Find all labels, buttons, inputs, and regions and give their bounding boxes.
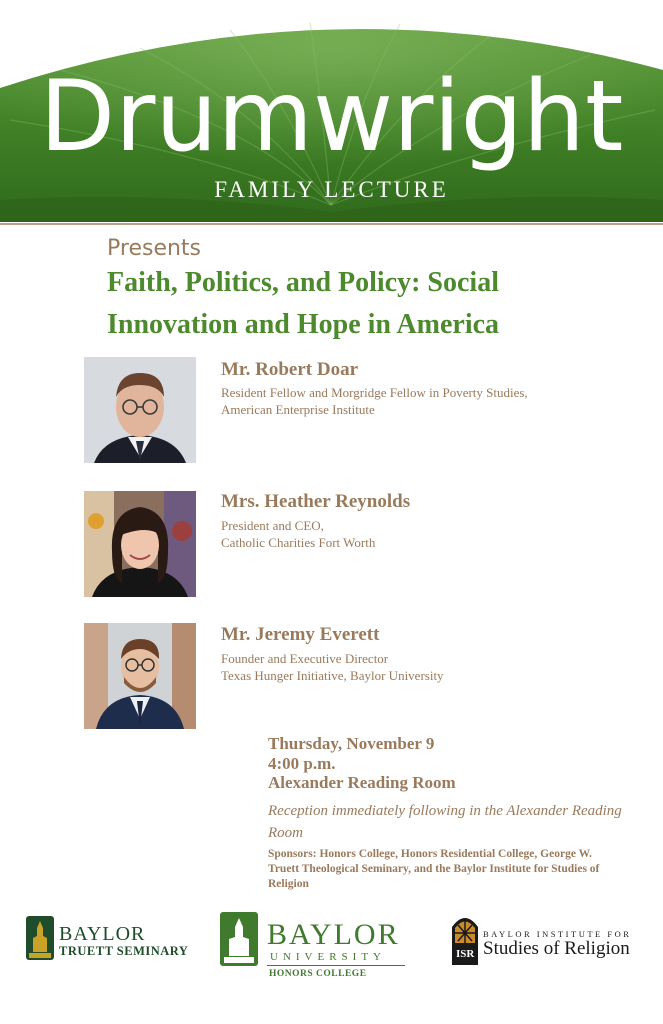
event-title-line-2: Innovation and Hope in America: [107, 309, 500, 340]
baylor-tower-icon: [26, 916, 54, 960]
presents-label: Presents: [107, 236, 202, 261]
honors-college-logo: [220, 912, 258, 966]
baylor-tower-icon: [220, 912, 258, 966]
lecture-series-title: Drumwright: [39, 60, 624, 174]
event-title: [107, 262, 627, 346]
speaker-title-robert-doar: Resident Fellow and Morgridge Fellow in Poverty Studies,: [221, 385, 528, 400]
speaker-photo-heather-reynolds: [84, 491, 196, 597]
event-location: Alexander Reading Room: [268, 773, 456, 792]
speaker-photo-robert-doar: [84, 357, 196, 463]
truett-seminary-logo: [26, 916, 54, 960]
speaker-name-jeremy-everett: Mr. Jeremy Everett: [221, 624, 380, 645]
speaker-title-heather-reynolds: President and CEO,: [221, 518, 324, 533]
honors-logo-divider: [267, 965, 405, 966]
lecture-series-subtitle: FAMILY LECTURE: [214, 177, 449, 202]
honors-logo-line-3: HONORS COLLEGE: [269, 969, 367, 979]
isr-logo-line-2: Studies of Religion: [483, 938, 630, 959]
speaker-name-robert-doar: Mr. Robert Doar: [221, 359, 359, 380]
event-title-line-1: Faith, Politics, and Policy: Social: [107, 267, 499, 298]
isr-badge-text: ISR: [456, 948, 475, 960]
event-date: Thursday, November 9: [268, 734, 435, 753]
reception-note: Reception immediately following in the Alexander Reading Room: [268, 803, 622, 841]
isr-logo-line-1: BAYLOR INSTITUTE FOR: [483, 929, 632, 939]
speaker-org-jeremy-everett: Texas Hunger Initiative, Baylor University: [221, 668, 444, 683]
event-time: 4:00 p.m.: [268, 754, 336, 773]
speaker-name-heather-reynolds: Mrs. Heather Reynolds: [221, 491, 411, 512]
truett-logo-line-1: BAYLOR: [59, 923, 146, 945]
honors-logo-line-2: UNIVERSITY: [270, 951, 386, 963]
speaker-title-jeremy-everett: Founder and Executive Director: [221, 651, 389, 666]
truett-logo-line-2: TRUETT SEMINARY: [59, 944, 189, 958]
speaker-org-heather-reynolds: Catholic Charities Fort Worth: [221, 535, 376, 550]
honors-logo-line-1: BAYLOR: [267, 918, 400, 951]
speaker-photo-jeremy-everett: [84, 623, 196, 729]
sponsors-note: Sponsors: Honors College, Honors Residential College, George W. Truett Theological Seminary, and the Baylor Institute for Studies of Religion: [268, 848, 600, 890]
speaker-org-robert-doar: American Enterprise Institute: [221, 402, 375, 417]
header-banner: [0, 0, 663, 232]
